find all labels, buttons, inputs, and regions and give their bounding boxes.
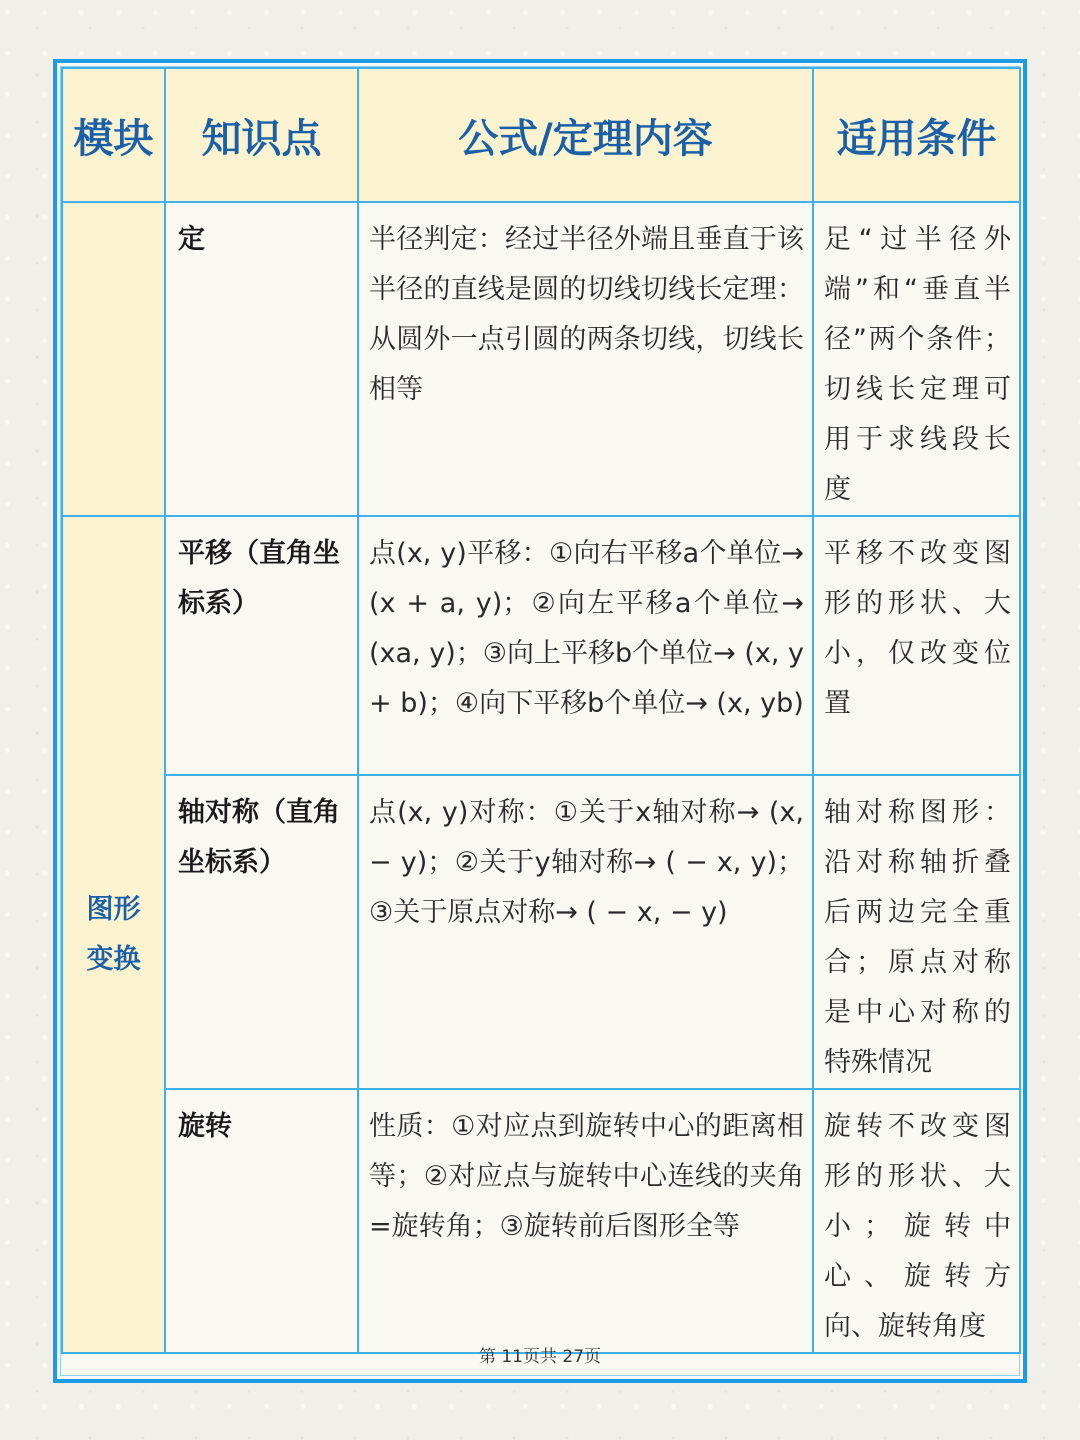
module-cell	[62, 516, 165, 1353]
knowledge-cell: 平移（直角坐标系）	[165, 516, 358, 775]
formula-cell: 性质：①对应点到旋转中心的距离相等；②对应点与旋转中心连线的夹角=旋转角；③旋转前后图形全等	[358, 1089, 813, 1353]
table-frame	[53, 59, 1027, 1383]
condition-cell: 轴对称图形：沿对称轴折叠后两边完全重合；原点对称是中心对称的特殊情况	[813, 775, 1020, 1089]
header-formula: 公式/定理内容	[358, 68, 813, 202]
page-footer: 第 11页共 27页	[478, 1347, 602, 1367]
table-row	[62, 202, 1020, 516]
table-row	[62, 1089, 1020, 1353]
formula-cell: 点(x, y)平移：①向右平移a个单位→ (x + a, y)；②向左平移a个单位→ (xa, y)；③向上平移b个单位→ (x, y + b)；④向下平移b个单位→ (x, yb)	[358, 516, 813, 775]
condition-cell: 旋转不改变图形的形状、大小；旋转中心、旋转方向、旋转角度	[813, 1089, 1020, 1353]
table-row	[62, 516, 1020, 775]
header-condition: 适用条件	[813, 68, 1020, 202]
formula-cell: 半径判定：经过半径外端且垂直于该半径的直线是圆的切线切线长定理：从圆外一点引圆的两条切线，切线长相等	[358, 202, 813, 516]
knowledge-cell: 轴对称（直角坐标系）	[165, 775, 358, 1089]
header-knowledge: 知识点	[165, 68, 358, 202]
header-row	[62, 68, 1020, 202]
table-row	[62, 775, 1020, 1089]
module-label: 图形变换	[86, 893, 141, 975]
condition-cell: 平移不改变图形的形状、大小，仅改变位置	[813, 516, 1020, 775]
module-cell-empty	[62, 202, 165, 516]
formula-cell: 点(x, y)对称：①关于x轴对称→ (x, − y)；②关于y轴对称→ ( − x, y)；③关于原点对称→ ( − x, − y)	[358, 775, 813, 1089]
condition-cell: 足“过半径外端”和“垂直半径”两个条件；切线长定理可用于求线段长度	[813, 202, 1020, 516]
header-module: 模块	[62, 68, 165, 202]
knowledge-cell: 旋转	[165, 1089, 358, 1353]
formula-table	[61, 67, 1021, 1354]
knowledge-cell: 定	[165, 202, 358, 516]
